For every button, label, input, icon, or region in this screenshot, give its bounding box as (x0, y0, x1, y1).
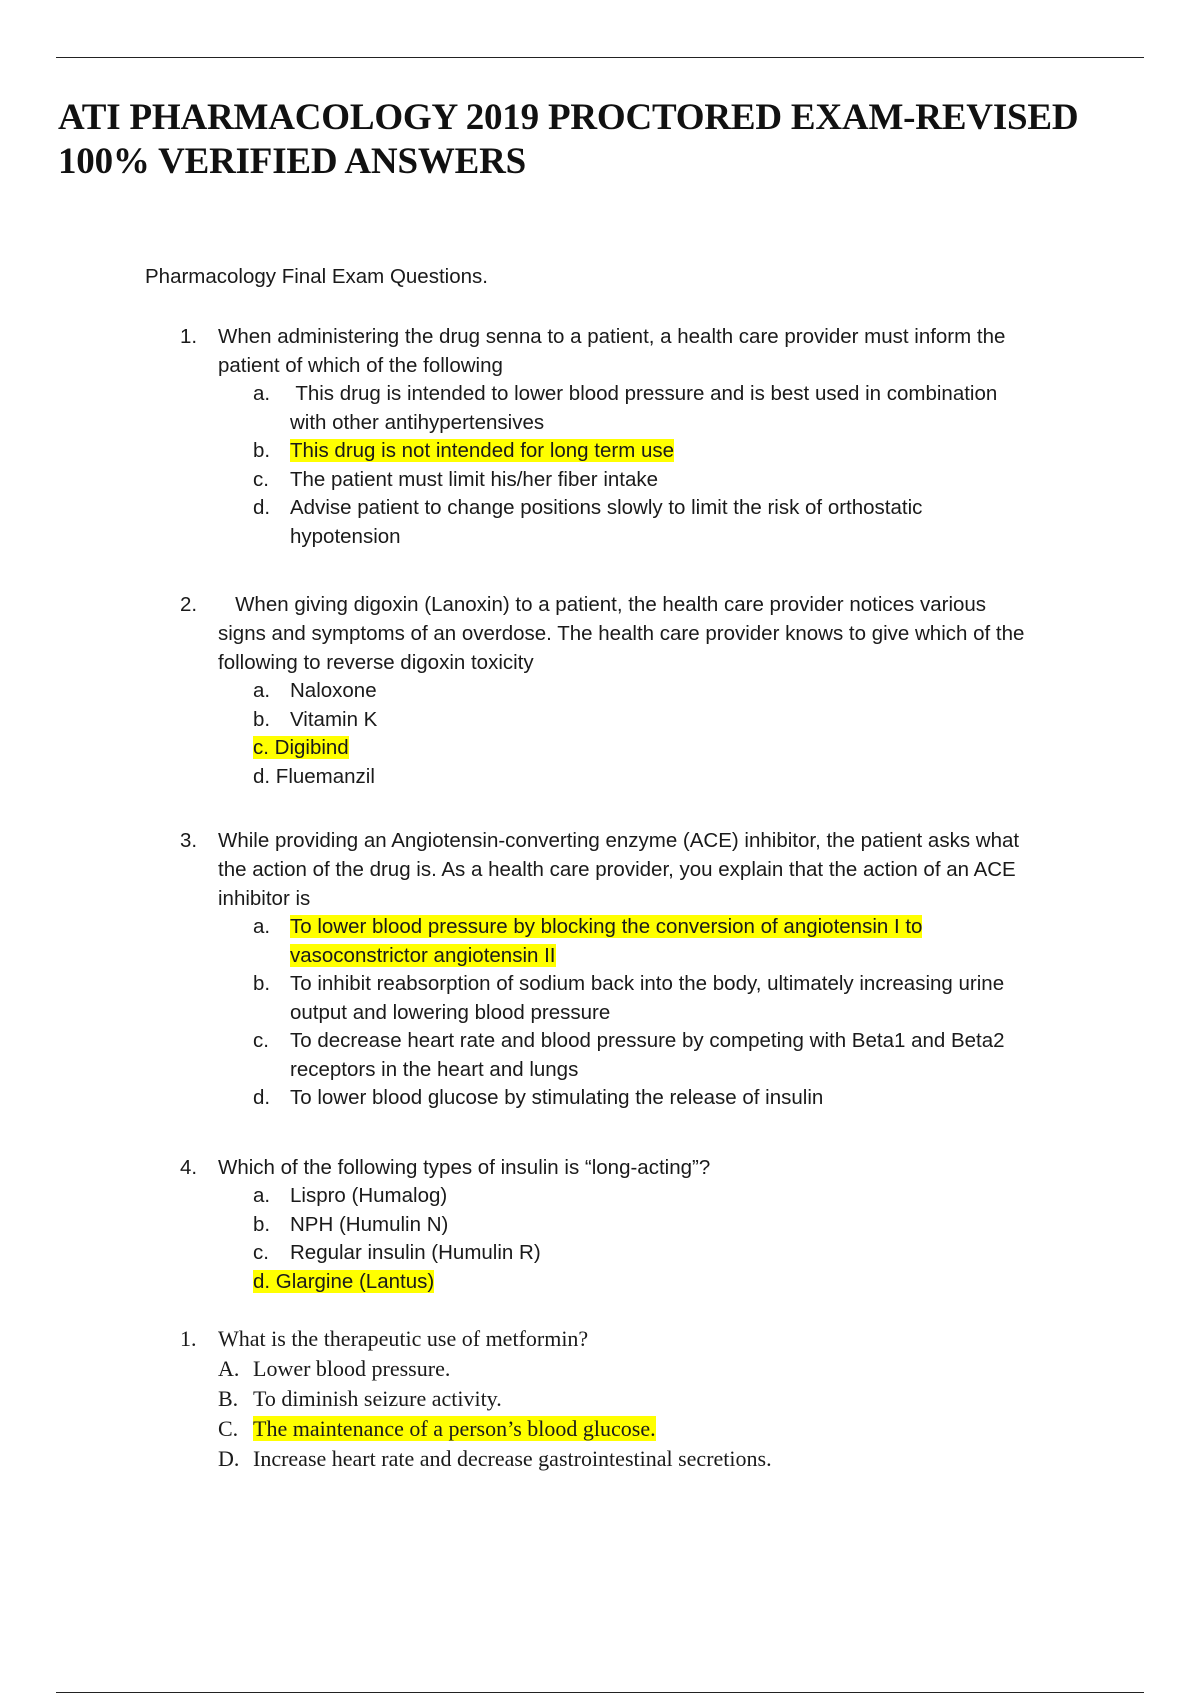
question-number: 3. (180, 829, 198, 852)
option-text-line: hypotension (290, 524, 401, 548)
option-text-line: Naloxone (290, 679, 377, 702)
option-b (180, 706, 1100, 735)
question-1 (180, 322, 1100, 551)
option-c (180, 466, 1100, 495)
top-rule (56, 57, 1144, 58)
option-letter: d. (253, 1086, 271, 1109)
question-text-line: What is the therapeutic use of metformin? (218, 1326, 589, 1351)
question-text-line: inhibitor is (218, 887, 311, 910)
question-text-line: the action of the drug is. As a health care provider, you explain that the action of an ACE (218, 858, 1016, 881)
option-list (180, 677, 1100, 791)
question-3 (180, 826, 1100, 1113)
option-text-line: output and lowering blood pressure (290, 1000, 611, 1024)
option-letter: b. (253, 439, 271, 462)
option-letter: A. (218, 1356, 240, 1381)
option-text-line: receptors in the heart and lungs (290, 1057, 579, 1081)
question-text-line: signs and symptoms of an overdose. The health care provider knows to give which of the (218, 622, 1025, 645)
option-letter: B. (218, 1386, 239, 1411)
option-c (180, 1027, 1100, 1084)
option-c-answer (180, 734, 1100, 763)
option-a-answer (180, 913, 1100, 970)
question-number: 4. (180, 1156, 198, 1179)
option-a (180, 1354, 1100, 1384)
option-letter: C. (218, 1416, 239, 1441)
option-letter: a. (253, 679, 271, 702)
option-text-line: Lispro (Humalog) (290, 1184, 448, 1207)
option-a (180, 677, 1100, 706)
option-a (180, 380, 1100, 437)
question-text-line: While providing an Angiotensin-converting enzyme (ACE) inhibitor, the patient asks what (218, 829, 1020, 852)
option-list (180, 1182, 1100, 1296)
option-letter: D. (218, 1446, 240, 1471)
highlighted-answer: vasoconstrictor angiotensin II (290, 943, 556, 967)
option-letter: a. (253, 1184, 271, 1207)
question-stem (180, 322, 1100, 380)
option-letter: c. (253, 1029, 269, 1052)
option-text-line: Increase heart rate and decrease gastrointestinal secretions. (253, 1446, 772, 1471)
bottom-rule (56, 1692, 1144, 1693)
highlighted-answer: To lower blood pressure by blocking the conversion of angiotensin I to (290, 915, 923, 938)
option-text-line: Vitamin K (290, 707, 378, 731)
option-text-line: NPH (Humulin N) (290, 1212, 449, 1236)
question-4 (180, 1153, 1100, 1296)
option-letter: d. (253, 496, 271, 519)
highlighted-answer: d. Glargine (Lantus) (253, 1269, 435, 1293)
option-list (180, 913, 1100, 1113)
option-text-line: Regular insulin (Humulin R) (290, 1241, 541, 1264)
section-subtitle: Pharmacology Final Exam Questions. (145, 265, 488, 288)
option-c-answer (180, 1414, 1100, 1444)
option-d (180, 763, 1100, 792)
option-letter: c. (253, 1241, 269, 1264)
option-b (180, 1211, 1100, 1240)
option-d (180, 1444, 1100, 1474)
option-text-line: This drug is intended to lower blood pressure and is best used in combination (290, 382, 998, 405)
option-text-line: with other antihypertensives (290, 410, 545, 434)
question-number: 2. (180, 593, 198, 616)
option-letter: c. (253, 467, 269, 491)
option-text-line: To inhibit reabsorption of sodium back into the body, ultimately increasing urine (290, 972, 1005, 995)
highlighted-answer: The maintenance of a person’s blood glucose. (253, 1416, 656, 1441)
option-text-line: To lower blood glucose by stimulating the release of insulin (290, 1086, 824, 1109)
question-text-line: following to reverse digoxin toxicity (218, 651, 534, 674)
option-letter: b. (253, 707, 271, 731)
title-line-1: ATI PHARMACOLOGY 2019 PROCTORED EXAM-REVISED (58, 97, 1079, 138)
question-text-line: patient of which of the following (218, 354, 503, 377)
title-line-2: 100% VERIFIED ANSWERS (58, 141, 527, 182)
question-number: 1. (180, 325, 198, 348)
question-text-line: When giving digoxin (Lanoxin) to a patient, the health care provider notices various (218, 593, 987, 616)
option-b-answer (180, 437, 1100, 466)
option-text-line: The patient must limit his/her fiber intake (290, 467, 659, 491)
option-text-line: Lower blood pressure. (253, 1356, 451, 1381)
question-text-line: When administering the drug senna to a patient, a health care provider must inform the (218, 325, 1006, 348)
option-letter: b. (253, 1212, 271, 1236)
option-text-line: Advise patient to change positions slowly to limit the risk of orthostatic (290, 496, 923, 519)
option-d (180, 1084, 1100, 1113)
question-2 (180, 590, 1100, 791)
document-title (58, 96, 1148, 184)
question-stem (180, 590, 1100, 677)
question-5 (180, 1324, 1100, 1474)
question-text-line: Which of the following types of insulin is “long-acting”? (218, 1156, 711, 1179)
option-text-line: To diminish seizure activity. (253, 1386, 502, 1411)
option-list (180, 380, 1100, 551)
highlighted-answer: c. Digibind (253, 736, 349, 759)
option-letter: b. (253, 972, 271, 995)
question-stem (180, 1324, 1100, 1354)
option-b (180, 1384, 1100, 1414)
option-d (180, 494, 1100, 551)
option-c (180, 1239, 1100, 1268)
option-letter: a. (253, 382, 271, 405)
option-list (180, 1354, 1100, 1474)
question-stem (180, 826, 1100, 913)
highlighted-answer: This drug is not intended for long term use (290, 439, 675, 462)
option-text-line: To decrease heart rate and blood pressure by competing with Beta1 and Beta2 (290, 1029, 1005, 1052)
option-letter: a. (253, 915, 271, 938)
question-stem (180, 1153, 1100, 1182)
option-d-answer (180, 1268, 1100, 1297)
option-text-line: d. Fluemanzil (253, 764, 375, 788)
option-a (180, 1182, 1100, 1211)
question-number: 1. (180, 1326, 197, 1351)
option-b (180, 970, 1100, 1027)
